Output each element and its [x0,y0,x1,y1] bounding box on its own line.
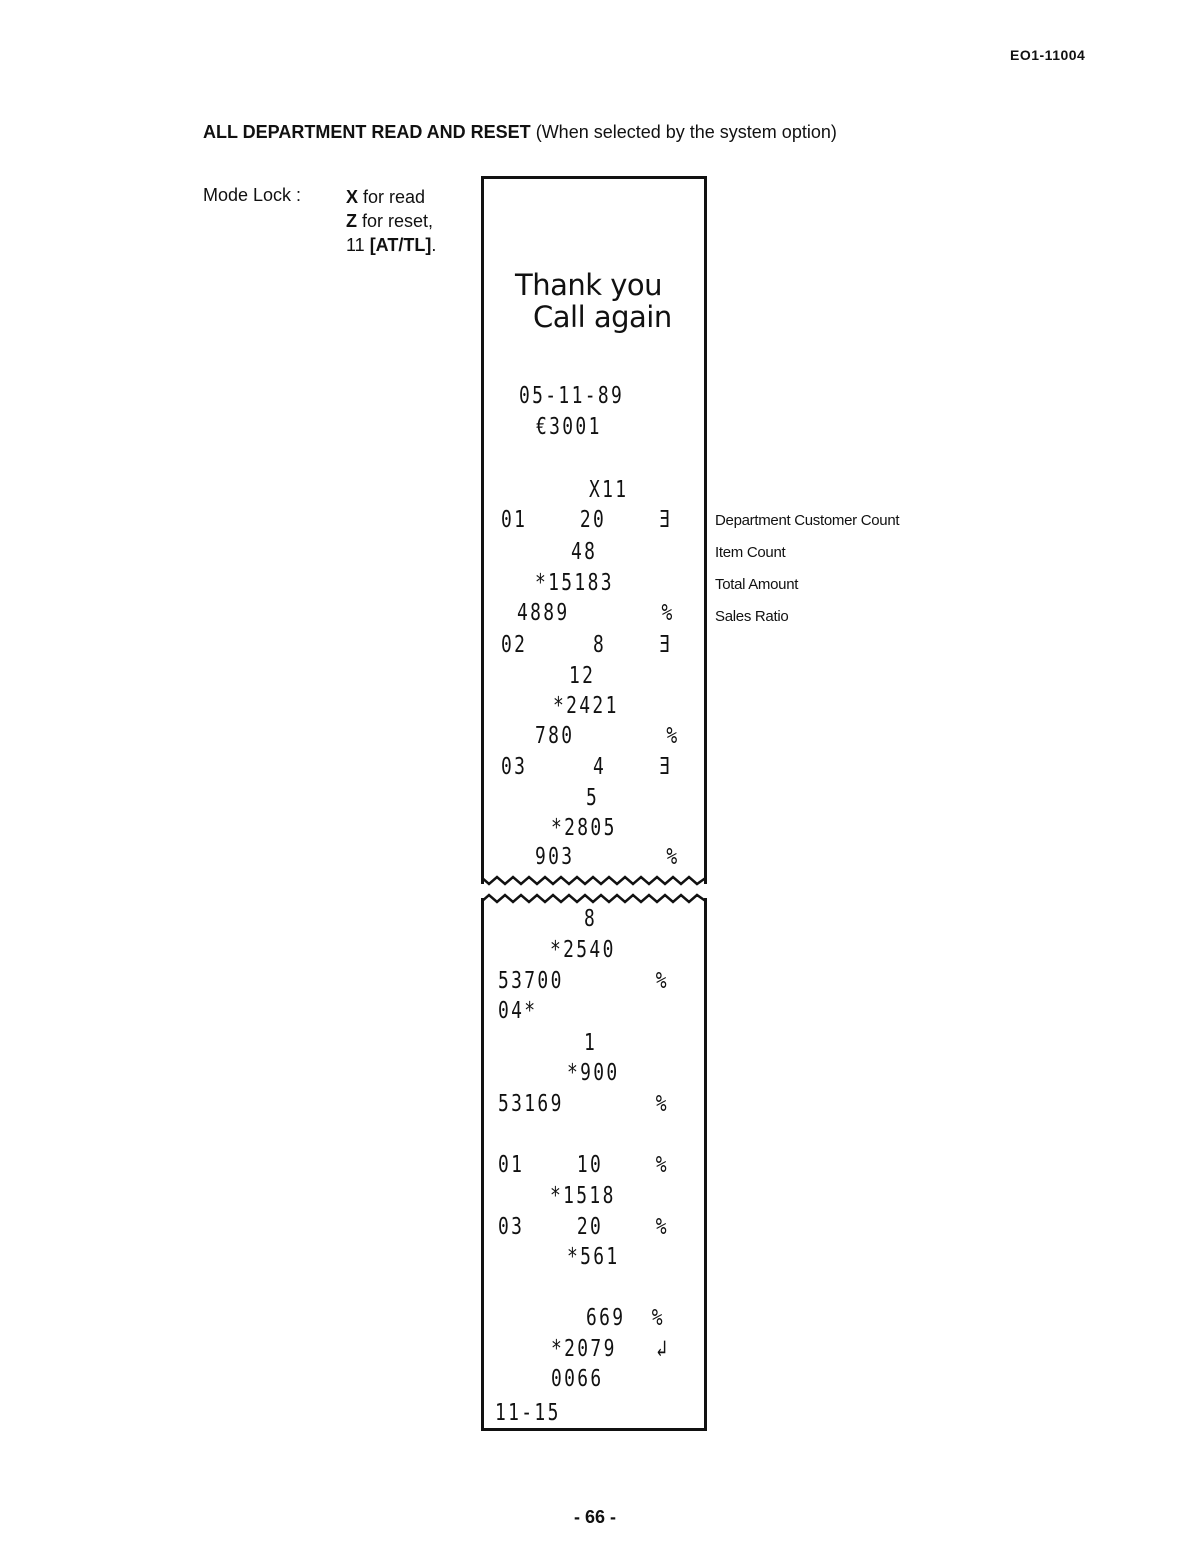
summary-total: *2079 ↲ [551,1336,670,1362]
dept-04-header: 04* [498,998,538,1024]
dept-01-customer-count: 01 20 Ǝ [501,507,672,533]
read-text: for read [358,187,426,207]
dept-04-total-amount: *900 [567,1060,620,1086]
summary-count: 0066 [551,1366,604,1392]
receipt-time: 11-15 [495,1400,561,1426]
annotation-item-count: Item Count [715,544,786,561]
receipt-date: 05-11-89 [519,383,625,409]
receipt-tear-edge-upper [481,874,707,888]
section-heading [203,122,837,143]
heading-title: ALL DEPARTMENT READ AND RESET [203,122,531,142]
annotation-department-customer-count: Department Customer Count [715,512,900,529]
dept-03-customer-count: 03 4 Ǝ [501,754,672,780]
ratio-03-line: 03 20 % [498,1214,669,1240]
receipt-total-amount: *2540 [550,937,616,963]
read-key: X [346,187,359,207]
at-tl-key: [AT/TL] [369,235,432,255]
page-number: - 66 - [574,1507,617,1527]
dept-02-total-amount: *2421 [553,693,619,719]
ratio-03-amount: *561 [567,1244,620,1270]
ratio-01-amount: *1518 [550,1183,616,1209]
dept-03-total-amount: *2805 [551,815,617,841]
annotation-total-amount: Total Amount [715,576,799,593]
mode-lock-reset [346,209,436,233]
dept-02-customer-count: 02 8 Ǝ [501,632,672,658]
heading-note: (When selected by the system option) [535,122,837,142]
dept-04-item-count: 1 [584,1030,598,1056]
ratio-01-line: 01 10 % [498,1152,669,1178]
receipt-consecutive-number: €3001 [536,414,602,440]
receipt-item-count: 8 [584,906,598,932]
mode-lock-values [346,185,436,257]
document-number: EO1-11004 [1010,47,1086,63]
mode-lock-key-sequence [346,233,436,257]
reset-key: Z [346,211,357,231]
dept-04-sales-ratio: 53169 % [498,1091,669,1117]
key-sequence-end: . [431,235,437,255]
dept-01-sales-ratio: 4889 % [517,600,675,626]
receipt-greeting-line-1: Thank you [515,268,663,302]
reset-text: for reset, [357,211,434,231]
receipt-report-code: X11 [589,477,629,503]
dept-03-sales-ratio: 903 % [535,844,680,870]
dept-03-item-count: 5 [586,785,600,811]
summary-ratio: 669 % [586,1305,665,1331]
receipt-greeting-line-2: Call again [533,300,672,334]
mode-lock-label: Mode Lock : [203,185,302,205]
receipt-sales-ratio: 53700 % [498,968,669,994]
dept-01-total-amount: *15183 [535,570,614,596]
dept-02-sales-ratio: 780 % [535,723,680,749]
dept-02-item-count: 12 [569,663,596,689]
key-code: 11 [346,235,370,255]
mode-lock-read [346,185,436,209]
dept-01-item-count: 48 [571,539,598,565]
annotation-sales-ratio: Sales Ratio [715,608,789,625]
